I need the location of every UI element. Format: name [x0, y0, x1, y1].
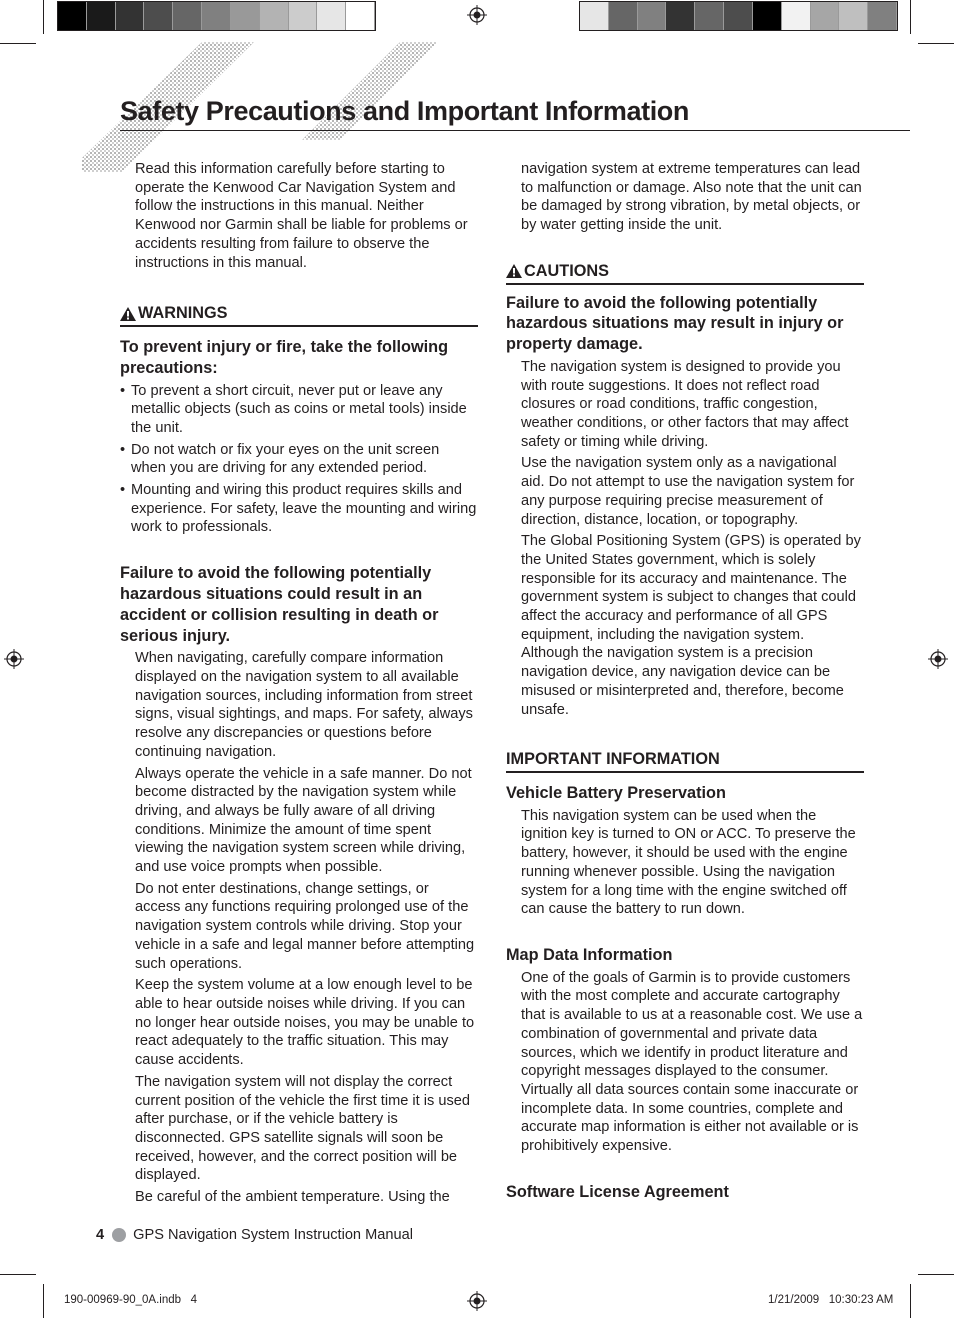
color-swatch: [666, 2, 695, 30]
warning-triangle-icon: [120, 307, 136, 321]
color-swatch: [695, 2, 724, 30]
crop-mark: [0, 43, 36, 44]
cautions-subheading: Failure to avoid the following potentially hazardous situations may result in injury or property damage.: [506, 293, 844, 354]
map-data-title: Map Data Information: [506, 945, 673, 964]
color-swatch: [638, 2, 667, 30]
paragraph: Use the navigation system only as a navigational aid. Do not attempt to use the navigation system for any purpose requiring precise measurement of direction, distance, location, or topography.: [521, 455, 855, 528]
paragraph: Be careful of the ambient temperature. Using the: [135, 1189, 450, 1206]
color-swatch: [724, 2, 753, 30]
list-item: • Do not watch or fix your eyes on the unit screen when you are driving for any extended period.: [120, 441, 478, 478]
color-swatch: [58, 2, 87, 30]
color-swatch: [868, 2, 897, 30]
color-swatch: [289, 2, 318, 30]
crop-mark: [910, 1284, 911, 1318]
page-number: 4: [96, 1227, 105, 1243]
right-column: [506, 160, 864, 1206]
crop-mark: [0, 1274, 36, 1275]
registration-mark-icon: [4, 649, 24, 669]
warnings-heading: [120, 304, 478, 327]
battery-title: Vehicle Battery Preservation: [506, 783, 726, 802]
registration-mark-icon: [467, 1291, 487, 1311]
paragraph: The Global Positioning System (GPS) is operated by the United States government, which is solely responsible for its accuracy and maintenance. The government system is subject to changes that could affect the accuracy and performance of all GPS equipment, including the navigation system. Although the navigation system is a precision navigation device, any navigation device can be misused or misinterpreted and, therefore, become unsafe.: [521, 533, 861, 718]
color-swatch: [346, 2, 375, 30]
important-heading: [506, 750, 864, 773]
license-title: Software License Agreement: [506, 1182, 729, 1201]
page-footer: [96, 1227, 413, 1243]
registration-mark-icon: [467, 5, 487, 25]
paragraph: When navigating, carefully compare information displayed on the navigation system to all available navigation sources, including information from street signs, visual sightings, and maps. For safety, always resolve any discrepancies or questions before continuing navigation.: [135, 650, 473, 760]
paragraph: The navigation system will not display the correct current position of the vehicle the first time it is used after purchase, or if the vehicle battery is disconnected. GPS satellite signals will soon be received, however, and the correct position will be displayed.: [135, 1073, 471, 1184]
color-swatch: [609, 2, 638, 30]
slug-file: 190-00969-90_0A.indb 4: [64, 1294, 197, 1306]
warnings-subheading: Failure to avoid the following potentially hazardous situations could result in an accident or collision resulting in death or serious injury.: [120, 564, 439, 645]
crop-mark: [910, 0, 911, 34]
color-swatch: [87, 2, 116, 30]
color-swatch: [839, 2, 868, 30]
paragraph: The navigation system is designed to provide you with route suggestions. It does not reflect road closures or road conditions, traffic congestion, weather conditions, or other factors that may affect safety or timing while driving.: [521, 358, 849, 450]
color-swatch: [202, 2, 231, 30]
manual-title: GPS Navigation System Instruction Manual: [133, 1227, 413, 1243]
color-swatch: [116, 2, 145, 30]
important-heading-label: IMPORTANT INFORMATION: [506, 750, 720, 769]
list-item: • Mounting and wiring this product requires skills and experience. For safety, leave the mounting and wiring work to professionals.: [120, 481, 478, 537]
crop-mark: [43, 1284, 44, 1318]
color-swatch: [317, 2, 346, 30]
color-bar-right: [579, 1, 898, 31]
crop-mark: [43, 0, 44, 34]
page-title: Safety Precautions and Important Information: [120, 96, 689, 126]
paragraph: Always operate the vehicle in a safe manner. Do not become distracted by the navigation system while driving, and always be fully aware of all driving conditions. Minimize the amount of time spent viewing the navigation system screen while driving, and use voice prompts when possible.: [135, 765, 472, 876]
title-rule: [120, 130, 910, 131]
slug-date: 1/21/2009 10:30:23 AM: [768, 1294, 894, 1306]
warnings-heading-label: WARNINGS: [138, 304, 228, 323]
color-swatch: [580, 2, 609, 30]
color-swatch: [173, 2, 202, 30]
warning-triangle-icon: [506, 264, 522, 278]
color-swatch: [782, 2, 811, 30]
paragraph: Do not enter destinations, change settings, or access any functions requiring prolonged use of the navigation system controls while driving. Stop your vehicle in a safe and legal manner before attempting such operations.: [135, 880, 475, 972]
color-swatch: [753, 2, 782, 30]
registration-mark-icon: [928, 649, 948, 669]
cautions-heading: [506, 262, 864, 285]
warnings-subheading: To prevent injury or fire, take the following precautions:: [120, 337, 449, 377]
color-swatch: [811, 2, 840, 30]
paragraph: navigation system at extreme temperatures can lead to malfunction or damage. Also note that the unit can be damaged by strong vibration, by metal objects, or by water getting inside the unit.: [521, 161, 862, 234]
list-item: • To prevent a short circuit, never put or leave any metallic objects (such as coins or metal tools) inside the unit.: [120, 382, 478, 438]
left-column: [120, 160, 478, 1210]
paragraph: Keep the system volume at a low enough level to be able to hear outside noises while driving. If you can no longer hear outside noises, you may be unable to react adequately to the traffic situation. This may cause accidents.: [135, 977, 475, 1069]
footer-dot-icon: [112, 1228, 126, 1242]
color-swatch: [144, 2, 173, 30]
color-swatch: [260, 2, 289, 30]
crop-mark: [918, 1274, 954, 1275]
color-swatch: [231, 2, 260, 30]
paragraph: One of the goals of Garmin is to provide customers with the most complete and accurate cartography that is available to us at a reasonable cost. We use a combination of governmental and private data sources, which we identify in product literature and copyright messages displayed to the consumer. Virtually all data sources contain some inaccurate or incomplete data. In some countries, complete and accurate map information is either not available or is prohibitively expensive.: [521, 969, 863, 1155]
cautions-heading-label: CAUTIONS: [524, 261, 610, 280]
intro-text: Read this information carefully before starting to operate the Kenwood Car Navigation System and follow the instructions in this manual. Neither Kenwood nor Garmin shall be liable for problems or accidents resulting from failure to observe the instructions in this manual.: [135, 161, 468, 271]
paragraph: This navigation system can be used when the ignition key is turned to ON or ACC. To preserve the battery, however, it should be used with the engine running whenever possible. Using the navigation system for a long time with the engine switched off can cause the battery to run down.: [521, 807, 856, 918]
color-bar-left: [57, 1, 376, 31]
crop-mark: [918, 43, 954, 44]
